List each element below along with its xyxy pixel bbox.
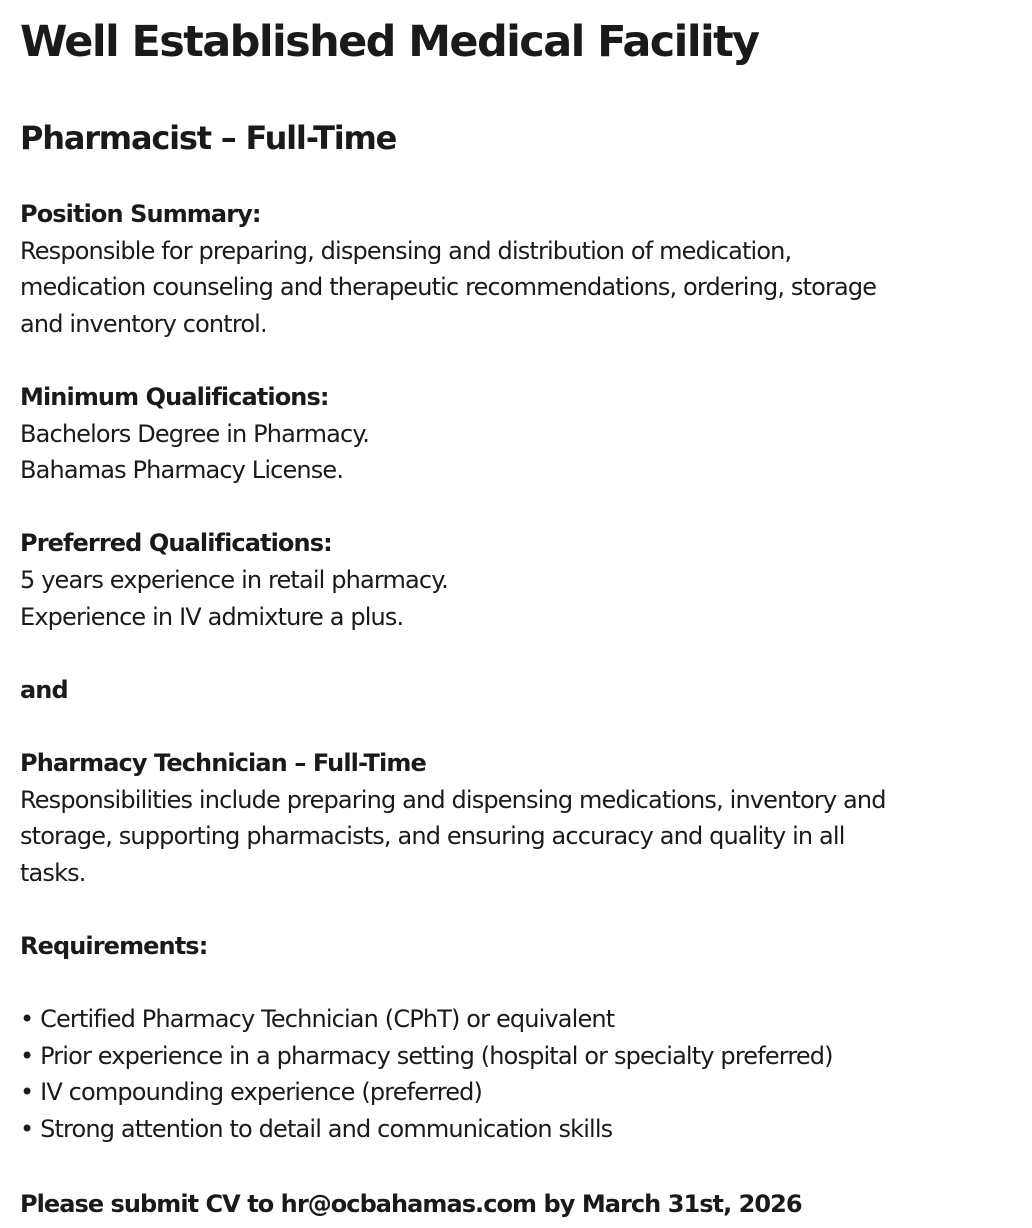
spacer [20, 342, 1020, 379]
position-summary-label: Position Summary: [20, 200, 261, 228]
requirement-item: • IV compounding experience (preferred) [20, 1074, 1020, 1111]
requirement-item: • Prior experience in a pharmacy setting (hospital or specialty preferred) [20, 1038, 1020, 1075]
position-summary-line: and inventory control. [20, 309, 267, 338]
requirements-label: Requirements: [20, 931, 208, 960]
preferred-qualification-item: 5 years experience in retail pharmacy. [20, 565, 448, 594]
spacer [20, 891, 1020, 928]
submission-instructions: Please submit CV to hr@ocbahamas.com by March 31st, 2026 [20, 1190, 802, 1218]
technician-description-line: storage, supporting pharmacists, and ensuring accuracy and quality in all [20, 822, 845, 851]
technician-description-line: Responsibilities include preparing and dispensing medications, inventory and [20, 785, 886, 814]
job-details [20, 196, 1020, 1147]
requirement-item: • Strong attention to detail and communication skills [20, 1111, 1020, 1148]
spacer [20, 964, 1020, 1001]
requirements-list [20, 1001, 1020, 1147]
preferred-qualifications-label: Preferred Qualifications: [20, 529, 332, 558]
technician-description-line: tasks. [20, 858, 86, 887]
connector-text: and [20, 675, 68, 704]
minimum-qualification-item: Bachelors Degree in Pharmacy. [20, 419, 370, 448]
spacer [20, 708, 1020, 745]
requirement-item: • Certified Pharmacy Technician (CPhT) or equivalent [20, 1001, 1020, 1038]
spacer [20, 635, 1020, 672]
minimum-qualification-item: Bahamas Pharmacy License. [20, 456, 344, 485]
preferred-qualification-item: Experience in IV admixture a plus. [20, 602, 404, 631]
minimum-qualifications-label: Minimum Qualifications: [20, 382, 329, 411]
spacer [20, 489, 1020, 526]
page-title: Well Established Medical Facility [20, 17, 759, 67]
pharmacist-heading: Pharmacist – Full-Time [20, 119, 397, 157]
position-summary-line: Responsible for preparing, dispensing and distribution of medication, [20, 236, 792, 265]
technician-heading: Pharmacy Technician – Full-Time [20, 748, 426, 777]
position-summary-line: medication counseling and therapeutic recommendations, ordering, storage [20, 273, 877, 302]
